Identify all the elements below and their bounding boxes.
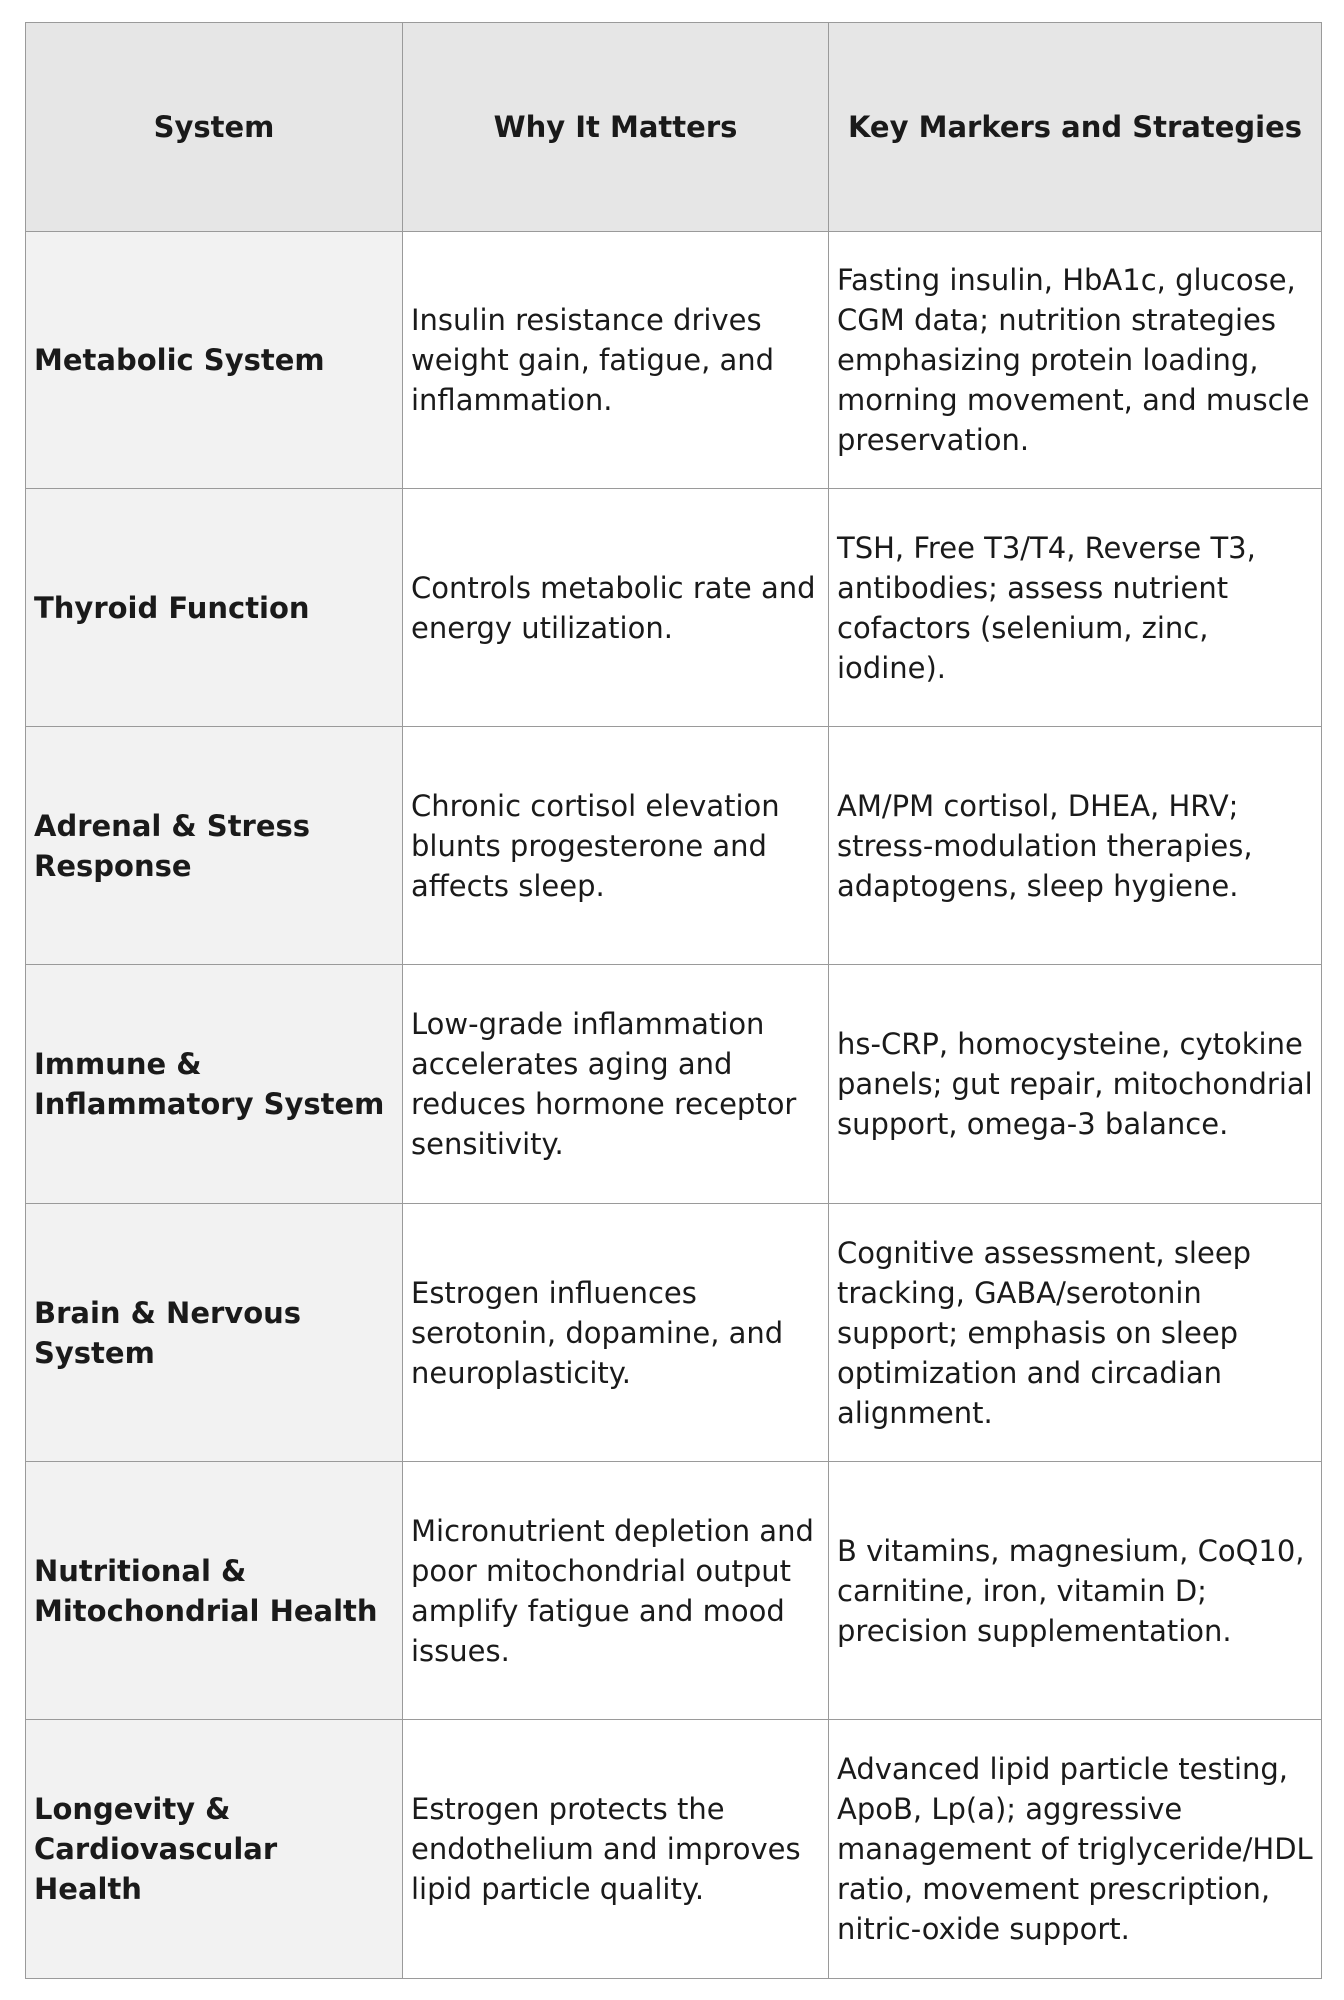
system-cell: Brain & Nervous System xyxy=(26,1204,403,1462)
header-why-it-matters: Why It Matters xyxy=(403,23,829,232)
system-cell: Nutritional & Mitochondrial Health xyxy=(26,1462,403,1720)
markers-cell: AM/PM cortisol, DHEA, HRV; stress-modulation therapies, adaptogens, sleep hygiene. xyxy=(829,727,1322,965)
system-cell: Metabolic System xyxy=(26,232,403,489)
table-row xyxy=(26,1462,1322,1720)
why-cell: Insulin resistance drives weight gain, fatigue, and inflammation. xyxy=(403,232,829,489)
why-cell: Micronutrient depletion and poor mitochondrial output amplify fatigue and mood issues. xyxy=(403,1462,829,1720)
table-row xyxy=(26,1204,1322,1462)
table-row xyxy=(26,489,1322,727)
markers-cell: Cognitive assessment, sleep tracking, GABA/serotonin support; emphasis on sleep optimization and circadian alignment. xyxy=(829,1204,1322,1462)
markers-cell: B vitamins, magnesium, CoQ10, carnitine, iron, vitamin D; precision supplementation. xyxy=(829,1462,1322,1720)
markers-cell: Fasting insulin, HbA1c, glucose, CGM data; nutrition strategies emphasizing protein loading, morning movement, and muscle preservation. xyxy=(829,232,1322,489)
why-cell: Estrogen protects the endothelium and improves lipid particle quality. xyxy=(403,1720,829,1979)
header-row xyxy=(26,23,1322,232)
systems-table xyxy=(25,22,1322,1979)
why-cell: Estrogen influences serotonin, dopamine, and neuroplasticity. xyxy=(403,1204,829,1462)
markers-cell: Advanced lipid particle testing, ApoB, Lp(a); aggressive management of triglyceride/HDL ratio, movement prescription, nitric-oxide support. xyxy=(829,1720,1322,1979)
header-key-markers: Key Markers and Strategies xyxy=(829,23,1322,232)
table-row xyxy=(26,1720,1322,1979)
system-cell: Thyroid Function xyxy=(26,489,403,727)
table-row xyxy=(26,727,1322,965)
markers-cell: hs-CRP, homocysteine, cytokine panels; gut repair, mitochondrial support, omega-3 balance. xyxy=(829,965,1322,1204)
header-system: System xyxy=(26,23,403,232)
why-cell: Low-grade inflammation accelerates aging and reduces hormone receptor sensitivity. xyxy=(403,965,829,1204)
why-cell: Chronic cortisol elevation blunts progesterone and affects sleep. xyxy=(403,727,829,965)
system-cell: Immune & Inflammatory System xyxy=(26,965,403,1204)
table-row xyxy=(26,232,1322,489)
markers-cell: TSH, Free T3/T4, Reverse T3, antibodies; assess nutrient cofactors (selenium, zinc, iodine). xyxy=(829,489,1322,727)
why-cell: Controls metabolic rate and energy utilization. xyxy=(403,489,829,727)
table-row xyxy=(26,965,1322,1204)
system-cell: Longevity & Cardiovascular Health xyxy=(26,1720,403,1979)
system-cell: Adrenal & Stress Response xyxy=(26,727,403,965)
